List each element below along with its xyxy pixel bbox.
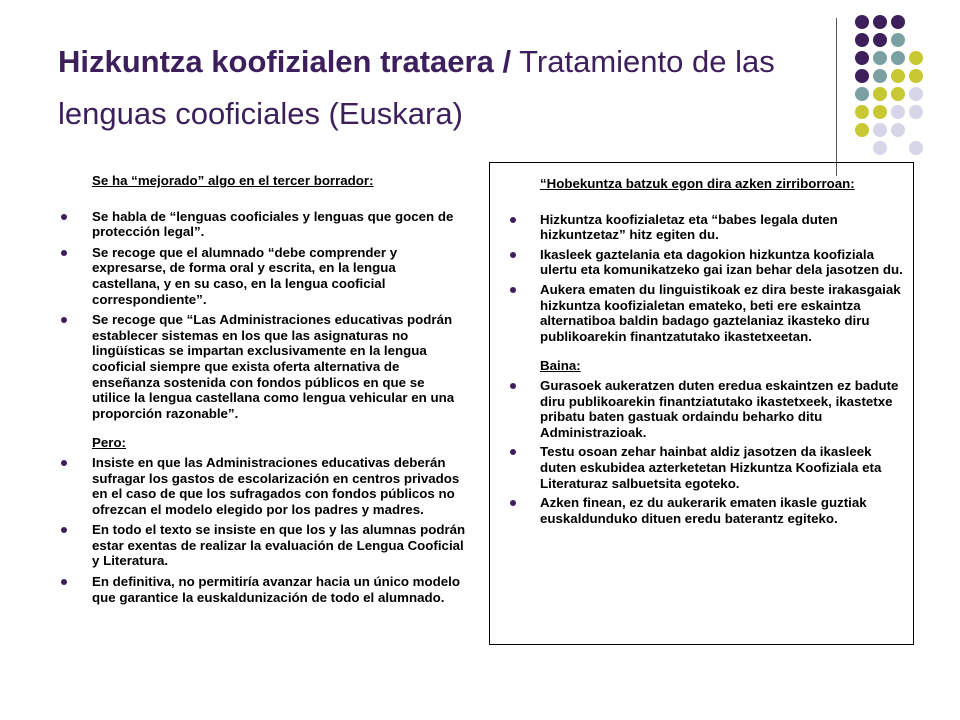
dot <box>873 51 887 65</box>
dot <box>891 33 905 47</box>
dot <box>873 33 887 47</box>
right-bullets <box>510 212 903 345</box>
right-bullets-2 <box>510 378 903 526</box>
dot <box>855 87 869 101</box>
dot <box>855 51 869 65</box>
title-bold: Hizkuntza koofizialen trataera / <box>58 44 512 79</box>
left-heading: Se ha “mejorado” algo en el tercer borrador: <box>92 173 374 188</box>
decorative-divider <box>836 18 837 176</box>
dot <box>891 69 905 83</box>
list-item: Gurasoek aukeratzen duten eredua eskaintzen ez badute diru publikoarekin finantziatutako ikastetxeek, ikastetxe pribatu baten gastuak ordaindu beharko ditu Administrazioak. <box>510 378 903 440</box>
dot <box>873 15 887 29</box>
dot <box>891 123 905 137</box>
title-regular: Tratamiento de las lenguas cooficiales (Euskara) <box>58 44 775 131</box>
dot <box>891 87 905 101</box>
slide-title <box>58 36 838 140</box>
list-item: Azken finean, ez du aukerarik ematen ikasle guztiak euskaldunduko dituen eredu baterantz egiteko. <box>510 495 903 526</box>
list-item: Se recoge que el alumnado “debe comprender y expresarse, de forma oral y escrita, en la lengua castellana, y en su caso, en la lengua cooficial correspondiente”. <box>58 245 466 307</box>
basque-column <box>489 162 914 645</box>
left-bullets <box>58 209 466 422</box>
dot <box>891 51 905 65</box>
dot <box>873 69 887 83</box>
list-item: Testu osoan zehar hainbat aldiz jasotzen da ikasleek duten eskubidea azterketetan Hizkuntza Koofiziala eta Literaturaz salbuetsita egoteko. <box>510 444 903 491</box>
dot <box>891 105 905 119</box>
list-item: En todo el texto se insiste en que los y las alumnas podrán estar exentas de realizar la evaluación de Lengua Cooficial y Literatura. <box>58 522 466 569</box>
dot <box>909 69 923 83</box>
dot <box>873 105 887 119</box>
dot <box>855 105 869 119</box>
list-item: Se recoge que “Las Administraciones educativas podrán establecer sistemas en los que las asignaturas no lingüísticas se impartan exclusivamente en la lengua cooficial siempre que exista oferta alternativa de enseñanza sostenida con fondos públicos en que se utilice la lengua castellana como lengua vehicular en una proporción razonable”. <box>58 312 466 421</box>
list-item: Aukera ematen du linguistikoak ez dira beste irakasgaiak hizkuntza koofizialetan emateko, beti ere eskaintza alternatiboa baldin badago gaztelaniaz ikasteko diru publikoarekin finantzatutako ikastetxeetan. <box>510 282 903 344</box>
right-heading: “Hobekuntza batzuk egon dira azken zirriborroan: <box>540 176 855 191</box>
dot <box>873 87 887 101</box>
list-item: En definitiva, no permitiría avanzar hacia un único modelo que garantice la euskaldunización de todo el alumnado. <box>58 574 466 605</box>
spanish-column <box>58 173 466 610</box>
dot <box>855 69 869 83</box>
list-item: Ikasleek gaztelania eta dagokion hizkuntza koofiziala ulertu eta komunikatzeko gai izan behar dela jasotzen du. <box>510 247 903 278</box>
dot <box>909 141 923 155</box>
dot <box>873 141 887 155</box>
left-subheading: Pero: <box>92 435 126 451</box>
dot <box>873 123 887 137</box>
list-item: Se habla de “lenguas cooficiales y lenguas que gocen de protección legal”. <box>58 209 466 240</box>
left-bullets-2 <box>58 455 466 605</box>
dot <box>909 87 923 101</box>
dot <box>891 15 905 29</box>
dot <box>909 51 923 65</box>
dot <box>909 105 923 119</box>
dot <box>855 33 869 47</box>
list-item: Insiste en que las Administraciones educativas deberán sufragar los gastos de escolarización en centros privados en el caso de que los sufragados con fondos públicos no ofrezcan el modelo elegido por los padres y madres. <box>58 455 466 517</box>
dot <box>855 123 869 137</box>
dot <box>855 15 869 29</box>
right-subheading: Baina: <box>540 358 581 374</box>
list-item: Hizkuntza koofizialetaz eta “babes legala duten hizkuntzetaz” hitz egiten du. <box>510 212 903 243</box>
